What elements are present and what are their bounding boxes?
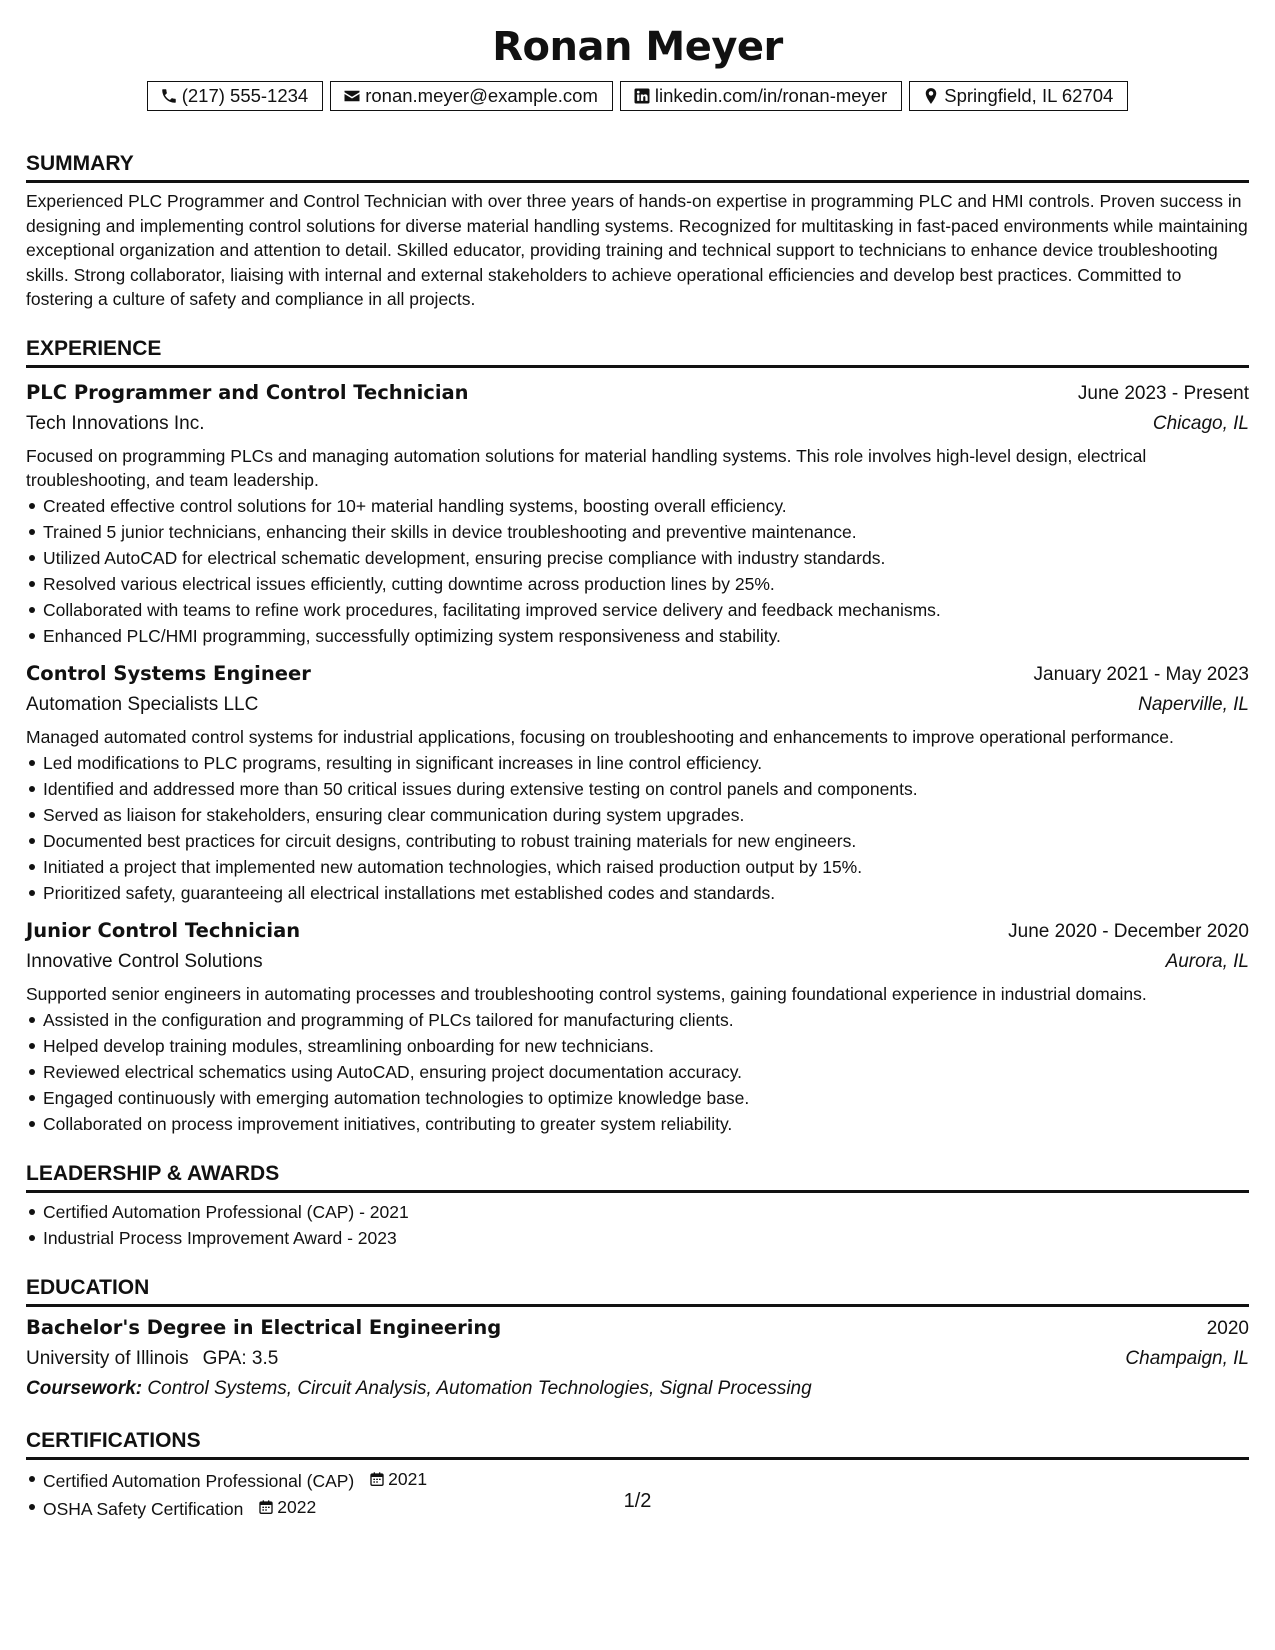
job-company: Automation Specialists LLC (26, 693, 259, 715)
list-item: Prioritized safety, guaranteeing all electrical installations met established codes and standards. (26, 880, 1249, 906)
list-item: Documented best practices for circuit designs, contributing to robust training materials for new engineers. (26, 828, 1249, 854)
map-marker-icon (922, 87, 940, 105)
list-item: Resolved various electrical issues efficiently, cutting downtime across production lines by 25%. (26, 571, 1249, 597)
list-item: Engaged continuously with emerging automation technologies to optimize knowledge base. (26, 1085, 1249, 1111)
job-description: Focused on programming PLCs and managing automation solutions for material handling systems. This role involves high-level design, electrical troubleshooting, and team leadership. (26, 445, 1147, 490)
experience-section (26, 336, 1249, 1137)
list-item: Utilized AutoCAD for electrical schematic development, ensuring precise compliance with industry standards. (26, 545, 1249, 571)
job-bullets (26, 493, 1249, 649)
contact-phone[interactable] (147, 81, 324, 111)
list-item: Initiated a project that implemented new automation technologies, which raised production output by 15%. (26, 854, 1249, 880)
calendar-icon (369, 1471, 385, 1487)
page-number: 1/2 (623, 1490, 652, 1512)
coursework-label: Coursework: (26, 1377, 143, 1399)
list-item: Led modifications to PLC programs, resulting in significant increases in line control efficiency. (26, 750, 1249, 776)
job-dates: January 2021 - May 2023 (1033, 663, 1249, 685)
linkedin-icon (633, 87, 651, 105)
school-name: University of Illinois (26, 1347, 189, 1369)
gpa: GPA: 3.5 (202, 1347, 279, 1369)
job-dates: June 2020 - December 2020 (1008, 920, 1249, 942)
section-title-education: EDUCATION (26, 1275, 1249, 1307)
envelope-icon (343, 87, 361, 105)
job-company: Innovative Control Solutions (26, 950, 263, 972)
job-location: Chicago, IL (1152, 412, 1249, 434)
section-title-awards: LEADERSHIP & AWARDS (26, 1161, 1249, 1193)
cert-year-text: 2022 (277, 1496, 317, 1517)
degree-title: Bachelor's Degree in Electrical Engineering (26, 1315, 502, 1339)
cert-year (369, 1466, 427, 1492)
contact-email[interactable] (330, 81, 613, 111)
contact-bar (26, 81, 1249, 111)
school-location: Champaign, IL (1125, 1347, 1249, 1369)
job-title: Junior Control Technician (26, 918, 301, 942)
list-item: Reviewed electrical schematics using AutoCAD, ensuring project documentation accuracy. (26, 1059, 1249, 1085)
summary-text: Experienced PLC Programmer and Control Technician with over three years of hands-on expertise in programming PLC and HMI controls. Proven success in designing and implementing control solutions for diverse material handling systems. Recognized for multitasking in fast-paced environments while maintaining exceptional organization and attention to detail. Skilled educator, providing training and technical support to technicians to enhance device troubleshooting skills. Strong collaborator, liaising with internal and external stakeholders to achieve operational efficiencies and develop best practices. Committed to fostering a culture of safety and compliance in all projects. (26, 191, 1248, 309)
list-item: Assisted in the configuration and programming of PLCs tailored for manufacturing clients. (26, 1007, 1249, 1033)
section-title-certifications: CERTIFICATIONS (26, 1428, 1249, 1460)
list-item: Certified Automation Professional (CAP) - 2021 (26, 1199, 1249, 1225)
list-item: Trained 5 junior technicians, enhancing their skills in device troubleshooting and preventive maintenance. (26, 519, 1249, 545)
job-entry (26, 378, 1249, 649)
section-title-experience: EXPERIENCE (26, 336, 1249, 368)
coursework-list: Control Systems, Circuit Analysis, Automation Technologies, Signal Processing (147, 1377, 812, 1399)
list-item: Helped develop training modules, streamlining onboarding for new technicians. (26, 1033, 1249, 1059)
list-item: Industrial Process Improvement Award - 2023 (26, 1225, 1249, 1251)
job-entry (26, 916, 1249, 1137)
job-title: Control Systems Engineer (26, 661, 311, 685)
resume-page (26, 22, 1249, 1522)
job-company: Tech Innovations Inc. (26, 412, 205, 434)
list-item: Collaborated with teams to refine work procedures, facilitating improved service delivery and feedback mechanisms. (26, 597, 1249, 623)
job-dates: June 2023 - Present (1077, 382, 1249, 404)
phone-icon (160, 87, 178, 105)
phone-text: (217) 555-1234 (181, 85, 309, 106)
job-location: Naperville, IL (1138, 693, 1249, 715)
education-section (26, 1275, 1249, 1404)
awards-section (26, 1161, 1249, 1251)
cert-name: Certified Automation Professional (CAP) (43, 1470, 355, 1491)
job-description: Managed automated control systems for industrial applications, focusing on troubleshooting and enhancements to improve operational performance. (26, 726, 1174, 747)
linkedin-text: linkedin.com/in/ronan-meyer (654, 85, 888, 106)
contact-location[interactable] (909, 81, 1128, 111)
location-text: Springfield, IL 62704 (944, 85, 1114, 106)
candidate-name: Ronan Meyer (492, 24, 783, 70)
email-text: ronan.meyer@example.com (365, 85, 598, 106)
education-entry (26, 1313, 1249, 1404)
list-item: Enhanced PLC/HMI programming, successfully optimizing system responsiveness and stability. (26, 623, 1249, 649)
list-item: Identified and addressed more than 50 critical issues during extensive testing on control panels and components. (26, 776, 1249, 802)
job-description: Supported senior engineers in automating processes and troubleshooting control systems, gaining foundational experience in industrial domains. (26, 983, 1147, 1004)
job-bullets (26, 1007, 1249, 1137)
list-item: Served as liaison for stakeholders, ensuring clear communication during system upgrades. (26, 802, 1249, 828)
job-title: PLC Programmer and Control Technician (26, 380, 469, 404)
section-title-summary: SUMMARY (26, 151, 1249, 183)
contact-linkedin[interactable] (620, 81, 902, 111)
list-item: Created effective control solutions for 10+ material handling systems, boosting overall efficiency. (26, 493, 1249, 519)
cert-year-text: 2021 (388, 1468, 428, 1489)
job-entry (26, 659, 1249, 906)
job-location: Aurora, IL (1165, 950, 1249, 972)
graduation-year: 2020 (1206, 1317, 1249, 1339)
coursework (26, 1374, 1249, 1404)
list-item: Collaborated on process improvement initiatives, contributing to greater system reliability. (26, 1111, 1249, 1137)
awards-list (26, 1199, 1249, 1251)
job-bullets (26, 750, 1249, 906)
cert-name: OSHA Safety Certification (43, 1498, 244, 1519)
